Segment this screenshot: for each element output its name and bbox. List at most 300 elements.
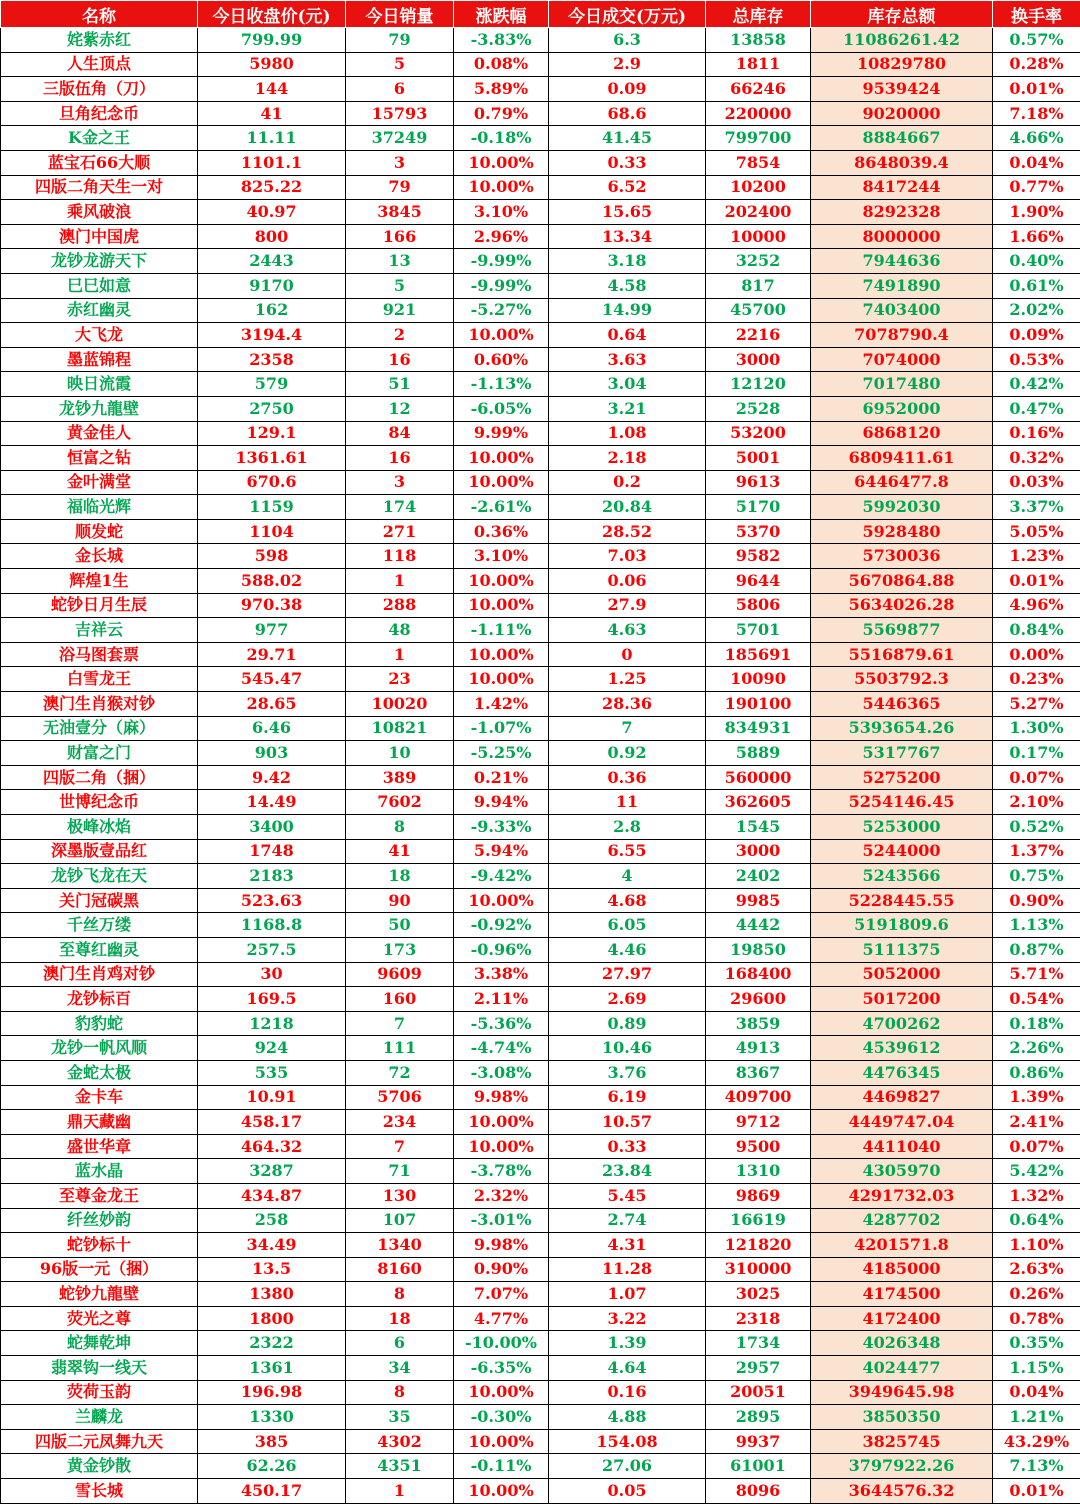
cell-inventory: 61001 [706,1454,811,1479]
cell-turnover-rate: 4.66% [993,126,1080,151]
cell-inventory: 185691 [706,642,811,667]
cell-inventory: 2957 [706,1356,811,1381]
cell-change: 3.10% [454,544,549,569]
cell-change: 2.11% [454,987,549,1012]
cell-close-price: 598 [198,544,346,569]
cell-inventory: 4913 [706,1036,811,1061]
cell-close-price: 1330 [198,1405,346,1430]
cell-turnover-rate: 7.18% [993,101,1080,126]
cell-inventory: 2318 [706,1306,811,1331]
cell-close-price: 3287 [198,1159,346,1184]
cell-turnover-amount: 15.65 [549,200,706,225]
cell-name: 纤丝妙韵 [1,1208,198,1233]
table-row [1,298,1080,323]
cell-close-price: 41 [198,101,346,126]
cell-volume: 13 [346,249,454,274]
header-inventory[interactable]: 总库存 [706,1,811,28]
cell-name: 金卡车 [1,1085,198,1110]
cell-turnover-amount: 0.2 [549,470,706,495]
cell-close-price: 13.5 [198,1257,346,1282]
cell-change: -1.13% [454,372,549,397]
cell-inventory: 121820 [706,1233,811,1258]
cell-inventory-value: 6809411.61 [811,446,993,471]
cell-close-price: 464.32 [198,1134,346,1159]
cell-close-price: 40.97 [198,200,346,225]
cell-turnover-rate: 43.29% [993,1429,1080,1454]
cell-close-price: 434.87 [198,1183,346,1208]
cell-inventory: 2528 [706,396,811,421]
cell-inventory: 2216 [706,323,811,348]
header-turnover-rate[interactable]: 换手率 [993,1,1080,28]
cell-turnover-rate: 0.64% [993,1208,1080,1233]
cell-turnover-amount: 6.3 [549,28,706,53]
cell-change: -5.36% [454,1011,549,1036]
cell-change: 0.60% [454,347,549,372]
cell-turnover-amount: 68.6 [549,101,706,126]
cell-name: 极峰冰焰 [1,815,198,840]
table-row [1,347,1080,372]
cell-inventory: 5889 [706,741,811,766]
cell-inventory: 10200 [706,175,811,200]
table-row [1,224,1080,249]
cell-volume: 2 [346,323,454,348]
cell-close-price: 2443 [198,249,346,274]
cell-close-price: 62.26 [198,1454,346,1479]
table-row [1,200,1080,225]
table-row [1,1159,1080,1184]
cell-change: -6.05% [454,396,549,421]
cell-inventory: 9644 [706,569,811,594]
cell-name: 蛇钞九龍壁 [1,1282,198,1307]
cell-change: 0.79% [454,101,549,126]
cell-inventory-value: 4287702 [811,1208,993,1233]
cell-turnover-amount: 0.09 [549,77,706,102]
cell-change: 0.08% [454,52,549,77]
cell-volume: 8 [346,1282,454,1307]
cell-name: 大飞龙 [1,323,198,348]
cell-volume: 8 [346,1380,454,1405]
cell-turnover-rate: 0.07% [993,765,1080,790]
cell-name: 龙钞一帆风顺 [1,1036,198,1061]
header-close-price[interactable]: 今日收盘价(元) [198,1,346,28]
table-row [1,470,1080,495]
cell-change: 10.00% [454,175,549,200]
cell-inventory-value: 5730036 [811,544,993,569]
cell-close-price: 579 [198,372,346,397]
cell-name: 深墨版壹品红 [1,839,198,864]
cell-volume: 8 [346,815,454,840]
cell-turnover-rate: 0.07% [993,1134,1080,1159]
cell-volume: 18 [346,864,454,889]
cell-inventory: 9869 [706,1183,811,1208]
cell-turnover-amount: 0.64 [549,323,706,348]
cell-turnover-rate: 0.87% [993,937,1080,962]
cell-turnover-rate: 0.53% [993,347,1080,372]
cell-inventory: 5806 [706,593,811,618]
cell-turnover-amount: 0 [549,642,706,667]
cell-inventory-value: 4305970 [811,1159,993,1184]
table-row [1,126,1080,151]
cell-name: 四版二角（捆） [1,765,198,790]
table-row [1,642,1080,667]
cell-turnover-amount: 10.57 [549,1110,706,1135]
cell-inventory-value: 4174500 [811,1282,993,1307]
cell-turnover-rate: 1.10% [993,1233,1080,1258]
cell-inventory-value: 4539612 [811,1036,993,1061]
cell-close-price: 3400 [198,815,346,840]
cell-turnover-amount: 6.19 [549,1085,706,1110]
cell-name: 旦角纪念币 [1,101,198,126]
cell-close-price: 1168.8 [198,913,346,938]
header-change[interactable]: 涨跌幅 [454,1,549,28]
cell-change: -0.18% [454,126,549,151]
cell-turnover-rate: 1.32% [993,1183,1080,1208]
cell-close-price: 169.5 [198,987,346,1012]
cell-turnover-amount: 0.33 [549,150,706,175]
cell-volume: 35 [346,1405,454,1430]
cell-inventory-value: 3825745 [811,1429,993,1454]
cell-inventory-value: 5928480 [811,519,993,544]
header-turnover-amount[interactable]: 今日成交(万元) [549,1,706,28]
cell-turnover-rate: 7.13% [993,1454,1080,1479]
cell-volume: 271 [346,519,454,544]
table-body [1,28,1080,1504]
cell-volume: 10 [346,741,454,766]
cell-change: 9.99% [454,421,549,446]
cell-close-price: 144 [198,77,346,102]
cell-volume: 18 [346,1306,454,1331]
cell-close-price: 1101.1 [198,150,346,175]
cell-inventory-value: 3850350 [811,1405,993,1430]
cell-volume: 921 [346,298,454,323]
cell-name: 辉煌1生 [1,569,198,594]
cell-inventory: 29600 [706,987,811,1012]
cell-name: 白雪龙王 [1,667,198,692]
cell-name: 荧荷玉韵 [1,1380,198,1405]
cell-inventory: 9985 [706,888,811,913]
cell-volume: 3 [346,150,454,175]
cell-turnover-rate: 0.01% [993,569,1080,594]
cell-inventory-value: 5992030 [811,495,993,520]
cell-change: -4.74% [454,1036,549,1061]
cell-inventory-value: 5569877 [811,618,993,643]
cell-close-price: 977 [198,618,346,643]
cell-change: 5.94% [454,839,549,864]
cell-turnover-amount: 0.36 [549,765,706,790]
cell-name: 鼎天藏幽 [1,1110,198,1135]
cell-close-price: 1748 [198,839,346,864]
cell-name: 财富之门 [1,741,198,766]
table-row [1,1085,1080,1110]
cell-name: 龙钞飞龙在天 [1,864,198,889]
cell-change: 2.96% [454,224,549,249]
cell-close-price: 28.65 [198,692,346,717]
cell-inventory: 834931 [706,716,811,741]
cell-volume: 288 [346,593,454,618]
cell-turnover-amount: 1.08 [549,421,706,446]
cell-name: 兰麟龙 [1,1405,198,1430]
cell-close-price: 34.49 [198,1233,346,1258]
cell-turnover-rate: 1.13% [993,913,1080,938]
cell-volume: 10020 [346,692,454,717]
table-row [1,839,1080,864]
cell-name: 金叶满堂 [1,470,198,495]
cell-turnover-rate: 0.61% [993,273,1080,298]
cell-change: -9.42% [454,864,549,889]
table-row [1,249,1080,274]
cell-name: 关门冠碳黑 [1,888,198,913]
cell-volume: 90 [346,888,454,913]
cell-inventory: 3859 [706,1011,811,1036]
cell-close-price: 800 [198,224,346,249]
cell-name: 澳门生肖鸡对钞 [1,962,198,987]
cell-close-price: 9170 [198,273,346,298]
cell-turnover-amount: 3.22 [549,1306,706,1331]
cell-inventory-value: 5275200 [811,765,993,790]
cell-name: 荧光之尊 [1,1306,198,1331]
cell-name: 墨蓝锦程 [1,347,198,372]
cell-close-price: 523.63 [198,888,346,913]
cell-turnover-rate: 0.01% [993,77,1080,102]
cell-turnover-amount: 0.05 [549,1479,706,1504]
cell-turnover-rate: 0.28% [993,52,1080,77]
cell-name: 四版二元凤舞九天 [1,1429,198,1454]
cell-name: 蓝宝石66大顺 [1,150,198,175]
table-row [1,618,1080,643]
cell-change: -0.30% [454,1405,549,1430]
cell-volume: 1 [346,642,454,667]
cell-change: 5.89% [454,77,549,102]
cell-close-price: 903 [198,741,346,766]
cell-inventory: 9937 [706,1429,811,1454]
cell-change: -10.00% [454,1331,549,1356]
cell-change: -5.25% [454,741,549,766]
table-row [1,1356,1080,1381]
cell-turnover-amount: 41.45 [549,126,706,151]
cell-change: -9.99% [454,249,549,274]
cell-turnover-amount: 2.69 [549,987,706,1012]
cell-inventory-value: 7944636 [811,249,993,274]
header-inventory-value[interactable]: 库存总额 [811,1,993,28]
cell-name: 巳巳如意 [1,273,198,298]
cell-volume: 12 [346,396,454,421]
cell-turnover-rate: 0.78% [993,1306,1080,1331]
cell-inventory-value: 4700262 [811,1011,993,1036]
table-row [1,519,1080,544]
cell-change: -6.35% [454,1356,549,1381]
cell-turnover-amount: 7 [549,716,706,741]
cell-change: 7.07% [454,1282,549,1307]
cell-name: 至尊金龙王 [1,1183,198,1208]
cell-change: 1.42% [454,692,549,717]
cell-turnover-rate: 1.15% [993,1356,1080,1381]
cell-turnover-rate: 0.26% [993,1282,1080,1307]
cell-turnover-rate: 2.26% [993,1036,1080,1061]
cell-turnover-rate: 0.77% [993,175,1080,200]
cell-volume: 71 [346,1159,454,1184]
cell-change: 3.38% [454,962,549,987]
cell-inventory: 310000 [706,1257,811,1282]
cell-name: 黄金佳人 [1,421,198,446]
cell-inventory-value: 4185000 [811,1257,993,1282]
cell-inventory-value: 8292328 [811,200,993,225]
cell-turnover-amount: 3.21 [549,396,706,421]
cell-turnover-rate: 0.03% [993,470,1080,495]
cell-turnover-amount: 23.84 [549,1159,706,1184]
cell-change: 0.36% [454,519,549,544]
cell-name: 龙钞龙游天下 [1,249,198,274]
cell-change: 10.00% [454,323,549,348]
cell-turnover-amount: 3.76 [549,1060,706,1085]
cell-volume: 4351 [346,1454,454,1479]
cell-name: 吉祥云 [1,618,198,643]
cell-volume: 41 [346,839,454,864]
cell-turnover-rate: 0.18% [993,1011,1080,1036]
cell-volume: 7 [346,1011,454,1036]
cell-name: 蛇舞乾坤 [1,1331,198,1356]
cell-inventory: 362605 [706,790,811,815]
cell-turnover-rate: 0.84% [993,618,1080,643]
header-name[interactable]: 名称 [1,1,198,28]
cell-turnover-amount: 11 [549,790,706,815]
table-row [1,52,1080,77]
cell-name: 龙钞九龍壁 [1,396,198,421]
cell-volume: 111 [346,1036,454,1061]
cell-change: -1.07% [454,716,549,741]
cell-volume: 5 [346,273,454,298]
cell-inventory-value: 9020000 [811,101,993,126]
cell-close-price: 1361 [198,1356,346,1381]
cell-turnover-amount: 154.08 [549,1429,706,1454]
cell-close-price: 5980 [198,52,346,77]
table-row [1,913,1080,938]
cell-turnover-amount: 6.55 [549,839,706,864]
cell-turnover-rate: 5.71% [993,962,1080,987]
cell-volume: 23 [346,667,454,692]
table-row [1,1110,1080,1135]
table-row [1,175,1080,200]
table-row [1,962,1080,987]
cell-change: 10.00% [454,1110,549,1135]
table-row [1,1257,1080,1282]
cell-turnover-amount: 1.39 [549,1331,706,1356]
table-row [1,692,1080,717]
cell-turnover-amount: 3.04 [549,372,706,397]
cell-change: 10.00% [454,470,549,495]
cell-turnover-rate: 0.32% [993,446,1080,471]
cell-turnover-rate: 0.86% [993,1060,1080,1085]
cell-turnover-amount: 7.03 [549,544,706,569]
cell-turnover-rate: 0.42% [993,372,1080,397]
table-row [1,790,1080,815]
cell-name: 蛇钞日月生辰 [1,593,198,618]
cell-inventory-value: 4026348 [811,1331,993,1356]
cell-volume: 1340 [346,1233,454,1258]
table-row [1,1380,1080,1405]
cell-turnover-amount: 4.31 [549,1233,706,1258]
cell-inventory: 3000 [706,347,811,372]
cell-close-price: 670.6 [198,470,346,495]
cell-inventory: 66246 [706,77,811,102]
cell-inventory-value: 6868120 [811,421,993,446]
cell-name: 福临光辉 [1,495,198,520]
cell-close-price: 385 [198,1429,346,1454]
cell-change: 10.00% [454,1479,549,1504]
cell-inventory: 817 [706,273,811,298]
cell-name: 金长城 [1,544,198,569]
table-row [1,741,1080,766]
cell-inventory-value: 5670864.88 [811,569,993,594]
cell-inventory-value: 7403400 [811,298,993,323]
cell-turnover-rate: 1.21% [993,1405,1080,1430]
cell-close-price: 6.46 [198,716,346,741]
cell-inventory: 9500 [706,1134,811,1159]
cell-turnover-rate: 0.04% [993,150,1080,175]
cell-close-price: 196.98 [198,1380,346,1405]
cell-inventory: 3025 [706,1282,811,1307]
cell-name: 黄金钞散 [1,1454,198,1479]
cell-inventory-value: 5052000 [811,962,993,987]
cell-change: 10.00% [454,667,549,692]
cell-name: 千丝万缕 [1,913,198,938]
cell-inventory: 8096 [706,1479,811,1504]
header-row [1,1,1080,28]
cell-turnover-amount: 2.74 [549,1208,706,1233]
cell-inventory: 190100 [706,692,811,717]
cell-turnover-amount: 1.07 [549,1282,706,1307]
cell-change: -0.92% [454,913,549,938]
cell-volume: 107 [346,1208,454,1233]
cell-change: -3.01% [454,1208,549,1233]
cell-turnover-amount: 2.8 [549,815,706,840]
cell-inventory-value: 7074000 [811,347,993,372]
header-volume[interactable]: 今日销量 [346,1,454,28]
cell-turnover-rate: 0.57% [993,28,1080,53]
cell-name: 金蛇太极 [1,1060,198,1085]
cell-turnover-rate: 0.17% [993,741,1080,766]
table-row [1,569,1080,594]
cell-change: 10.00% [454,1134,549,1159]
cell-change: 2.32% [454,1183,549,1208]
cell-inventory: 10090 [706,667,811,692]
cell-volume: 3845 [346,200,454,225]
cell-inventory-value: 5243566 [811,864,993,889]
cell-inventory-value: 4172400 [811,1306,993,1331]
cell-turnover-amount: 4.58 [549,273,706,298]
cell-inventory: 168400 [706,962,811,987]
cell-close-price: 29.71 [198,642,346,667]
cell-volume: 130 [346,1183,454,1208]
cell-change: 9.98% [454,1233,549,1258]
cell-name: 世博纪念币 [1,790,198,815]
cell-close-price: 30 [198,962,346,987]
cell-name: 至尊红幽灵 [1,937,198,962]
table-row [1,716,1080,741]
cell-inventory-value: 3949645.98 [811,1380,993,1405]
table-row [1,1282,1080,1307]
cell-turnover-rate: 0.09% [993,323,1080,348]
cell-inventory: 7854 [706,150,811,175]
cell-close-price: 162 [198,298,346,323]
cell-turnover-amount: 14.99 [549,298,706,323]
cell-turnover-rate: 0.04% [993,1380,1080,1405]
cell-name: 乘风破浪 [1,200,198,225]
cell-inventory-value: 4449747.04 [811,1110,993,1135]
table-row [1,1233,1080,1258]
cell-inventory: 9613 [706,470,811,495]
cell-inventory-value: 7491890 [811,273,993,298]
cell-inventory-value: 6952000 [811,396,993,421]
